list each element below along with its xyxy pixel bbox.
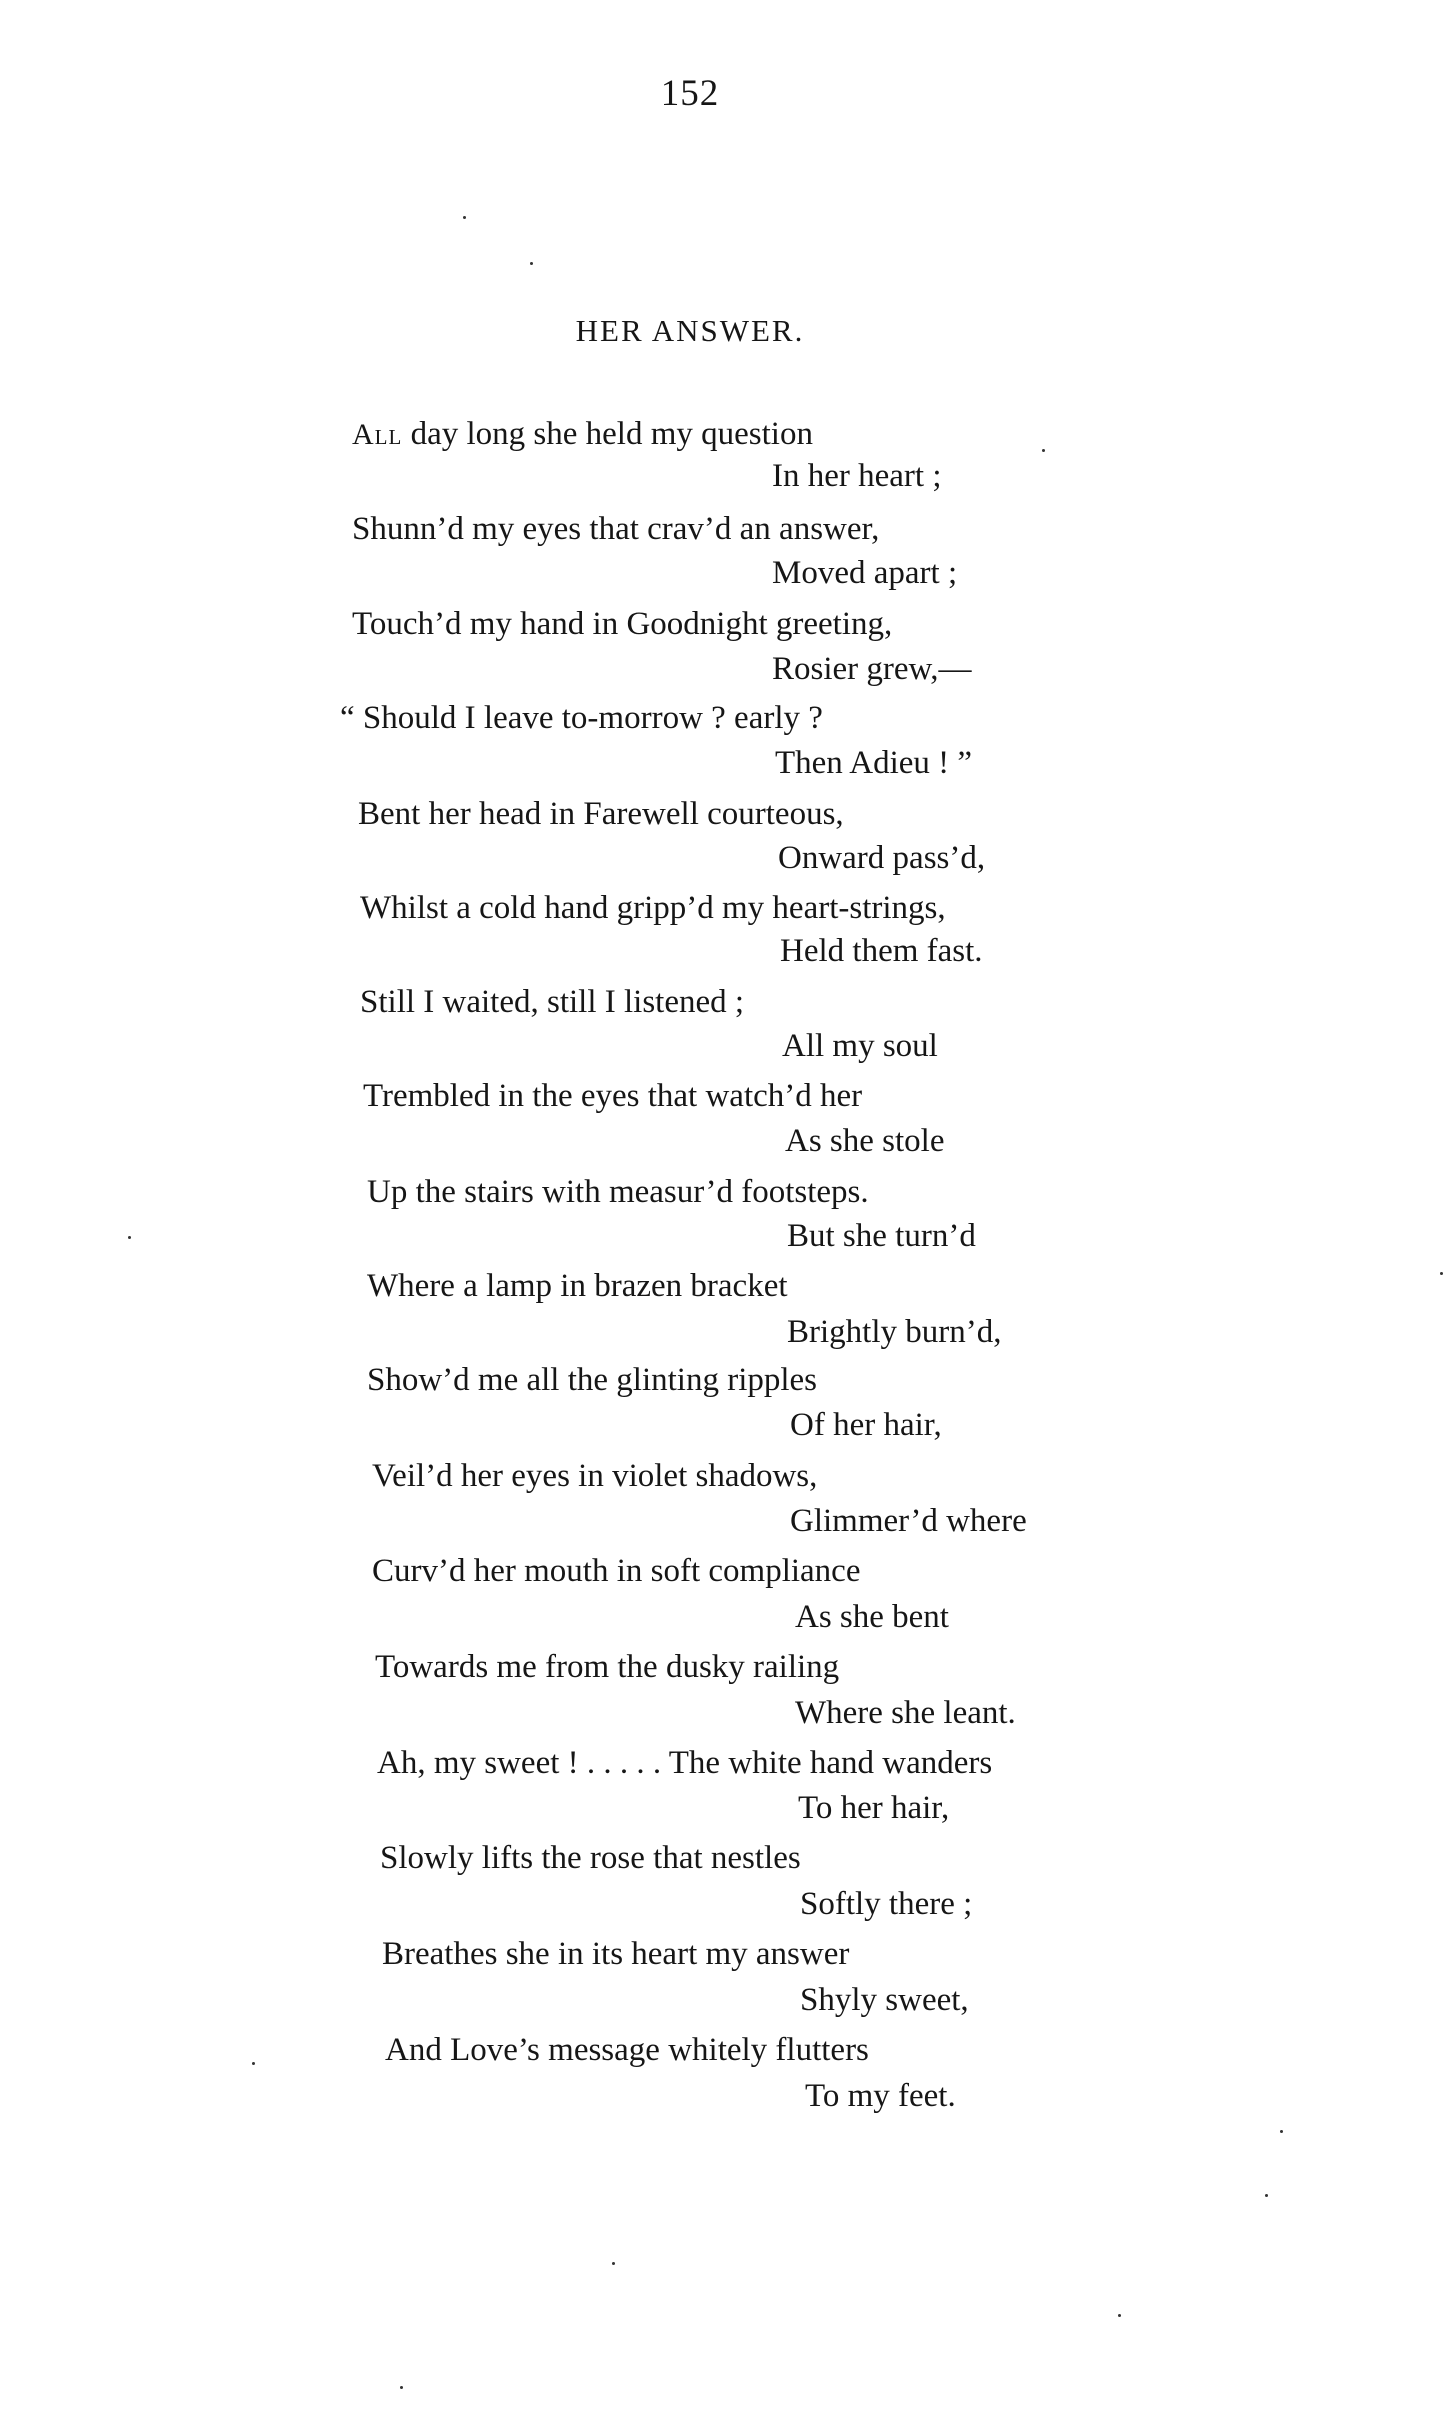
poem-line: Where she leant.: [795, 1695, 1016, 1731]
poem-line: To my feet.: [805, 2078, 956, 2114]
poem-line: Shunn’d my eyes that crav’d an answer,: [352, 511, 880, 547]
scan-speck: [1042, 449, 1045, 452]
poem-line: Breathes she in its heart my answer: [382, 1936, 850, 1972]
poem-line: Moved apart ;: [772, 555, 958, 591]
poem-line: Trembled in the eyes that watch’d her: [363, 1078, 863, 1114]
page-number: 152: [660, 73, 720, 114]
poem-line: Glimmer’d where: [790, 1503, 1027, 1539]
poem-line: Bent her head in Farewell courteous,: [358, 796, 844, 832]
poem-line: Ah, my sweet ! . . . . . The white hand wanders: [377, 1745, 993, 1781]
poem-line: All day long she held my question: [352, 416, 813, 452]
poem-line: Up the stairs with measur’d footsteps.: [367, 1174, 869, 1210]
poem-line: Show’d me all the glinting ripples: [367, 1362, 818, 1398]
poem-line: Veil’d her eyes in violet shadows,: [372, 1458, 818, 1494]
poem-line: As she stole: [785, 1123, 945, 1159]
poem-line: As she bent: [795, 1599, 949, 1635]
poem-line: Slowly lifts the rose that nestles: [380, 1840, 801, 1876]
poem-line: Still I waited, still I listened ;: [360, 984, 745, 1020]
poem-line: Towards me from the dusky railing: [375, 1649, 840, 1685]
poem-line: All my soul: [782, 1028, 938, 1064]
poem-line: Held them fast.: [780, 933, 983, 969]
poem-line: Rosier grew,—: [772, 651, 972, 687]
poem-line: And Love’s message whitely flutters: [385, 2032, 869, 2068]
poem-line: “ Should I leave to-morrow ? early ?: [340, 700, 823, 736]
poem-line: Shyly sweet,: [800, 1982, 969, 2018]
poem-line: Of her hair,: [790, 1407, 942, 1443]
scan-speck: [1440, 1272, 1443, 1275]
scan-speck: [463, 216, 466, 219]
scan-speck: [128, 1236, 131, 1239]
poem-line: In her heart ;: [772, 458, 942, 494]
first-word-small-caps: All: [352, 418, 403, 451]
poem-line: Where a lamp in brazen bracket: [367, 1268, 788, 1304]
scan-speck: [1280, 2130, 1283, 2133]
scan-speck: [400, 2386, 403, 2389]
poem-line: To her hair,: [798, 1790, 950, 1826]
poem-line: Onward pass’d,: [778, 840, 986, 876]
poem-line: Softly there ;: [800, 1886, 973, 1922]
poem-line: But she turn’d: [787, 1218, 976, 1254]
scan-speck: [1118, 2314, 1121, 2317]
poem-line: Then Adieu ! ”: [775, 745, 973, 781]
poem-line: Brightly burn’d,: [787, 1314, 1002, 1350]
scan-speck: [1265, 2194, 1268, 2197]
scan-speck: [530, 262, 533, 265]
scan-speck: [252, 2062, 255, 2065]
poem-line: Whilst a cold hand gripp’d my heart-strings,: [360, 890, 946, 926]
poem-line: Touch’d my hand in Goodnight greeting,: [352, 606, 893, 642]
poem-line: Curv’d her mouth in soft compliance: [372, 1553, 861, 1589]
scan-speck: [612, 2262, 615, 2265]
poem-title: HER ANSWER.: [575, 313, 805, 348]
